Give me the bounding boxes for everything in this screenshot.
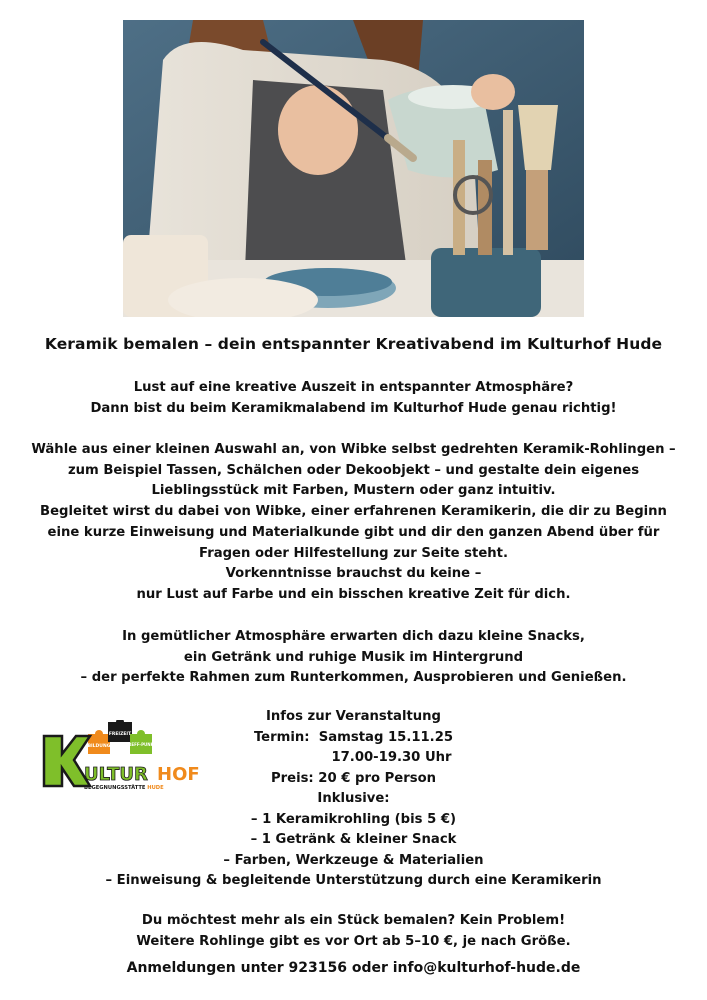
logo-subline-hude: HUDE <box>147 785 164 791</box>
intro-paragraph <box>0 378 707 419</box>
registration-contact: Anmeldungen unter 923156 oder info@kulturhof-hude.de <box>126 960 581 976</box>
event-info <box>0 707 707 892</box>
included-item: – 1 Keramikrohling (bis 5 €) <box>250 811 457 827</box>
puzzle-word-treffpunkt: TREFF-PUNKT <box>125 742 157 747</box>
extra-line: Weitere Rohlinge gibt es vor Ort ab 5–10 €, je nach Größe. <box>136 933 571 949</box>
extra-pieces-paragraph <box>0 911 707 952</box>
event-date <box>0 728 707 749</box>
description-line: Lieblingsstück mit Farben, Mustern oder ganz intuitiv. <box>151 483 556 499</box>
logo-wordmark-ultur: ULTUR <box>84 764 148 785</box>
included-item: – Farben, Werkzeuge & Materialien <box>223 852 484 868</box>
included-heading: Inklusive: <box>317 791 390 806</box>
description-line: Wähle aus einer kleinen Auswahl an, von Wibke selbst gedrehten Keramik-Rohlingen – <box>31 442 676 457</box>
description-line: Begleitet wirst du dabei von Wibke, einer erfahrenen Keramikerin, die dir zu Beginn <box>40 504 667 520</box>
description-line: Vorkenntnisse brauchst du keine – <box>225 566 482 582</box>
atmosphere-line: – der perfekte Rahmen zum Runterkommen, Ausprobieren und Genießen. <box>80 670 627 686</box>
page-title: Keramik bemalen – dein entspannter Kreativabend im Kulturhof Hude <box>44 335 663 353</box>
description-line: eine kurze Einweisung und Materialkunde gibt und dir den ganzen Abend über für <box>47 524 660 540</box>
atmosphere-line: ein Getränk und ruhige Musik im Hintergrund <box>183 649 524 665</box>
extra-line: Du möchtest mehr als ein Stück bemalen? Kein Problem! <box>141 913 566 928</box>
description-paragraph <box>0 440 707 606</box>
logo-subline: BEGEGNUNGSSTÄTTE <box>84 785 148 791</box>
intro-line: Lust auf eine kreative Auszeit in entspannter Atmosphäre? <box>133 380 574 395</box>
atmosphere-paragraph <box>0 627 707 689</box>
included-item: – Einweisung & begleitende Unterstützung durch eine Keramikerin <box>105 873 602 888</box>
puzzle-word-freizeit: FREIZEIT <box>108 732 132 737</box>
event-info-heading: Infos zur Veranstaltung <box>265 709 441 724</box>
puzzle-word-bildung: BILDUNG <box>87 744 111 749</box>
intro-line: Dann bist du beim Keramikmalabend im Kulturhof Hude genau richtig! <box>90 400 617 416</box>
description-line: nur Lust auf Farbe und ein bisschen kreative Zeit für dich. <box>136 586 571 602</box>
included-item: – 1 Getränk & kleiner Snack <box>250 832 457 847</box>
event-price: Preis: 20 € pro Person <box>270 770 437 786</box>
event-date-value: Samstag 15.11.25 <box>318 729 454 745</box>
event-date-label: Termin: <box>253 729 310 745</box>
description-line: zum Beispiel Tassen, Schälchen oder Dekoobjekt – und gestalte dein eigenes <box>67 462 640 478</box>
atmosphere-line: In gemütlicher Atmosphäre erwarten dich dazu kleine Snacks, <box>122 629 585 644</box>
description-line: Fragen oder Hilfestellung zur Seite steht. <box>199 545 508 561</box>
logo-wordmark-hof: HOF <box>157 764 200 785</box>
ceramic-painting-photo <box>123 20 584 317</box>
event-time: 17.00-19.30 Uhr <box>331 750 452 765</box>
